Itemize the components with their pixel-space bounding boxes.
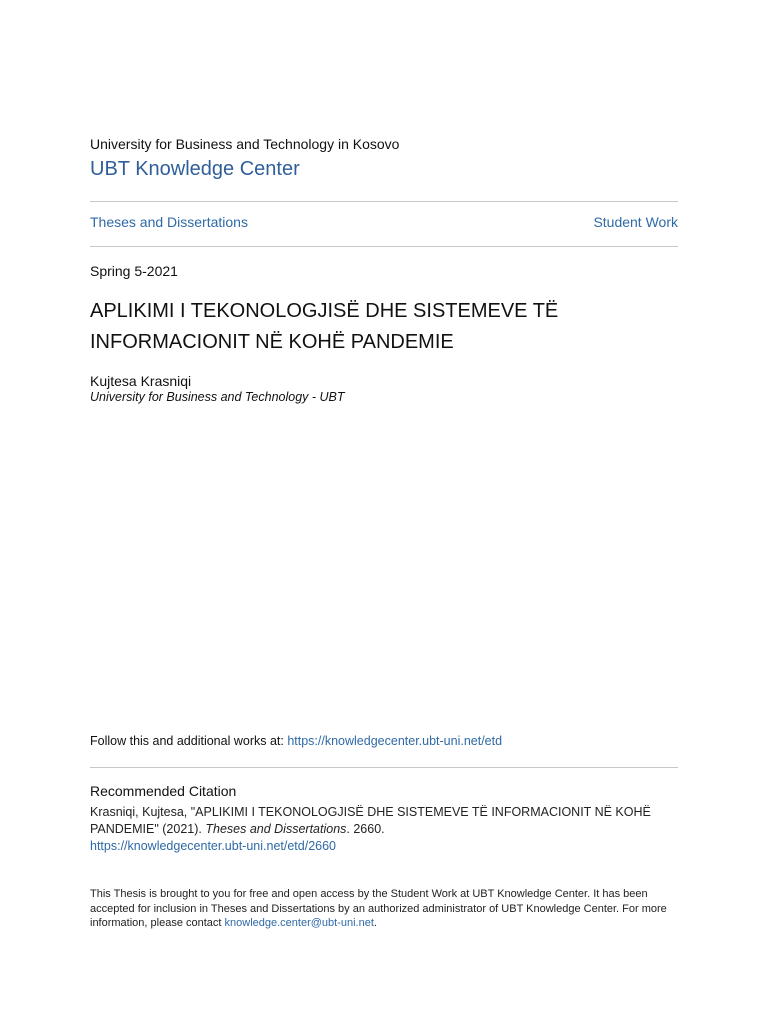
citation-series: Theses and Dissertations (205, 822, 347, 836)
collection-url-link[interactable]: https://knowledgecenter.ubt-uni.net/etd (287, 734, 503, 748)
author-affiliation: University for Business and Technology - UBT (90, 390, 345, 404)
repository-title-link[interactable]: UBT Knowledge Center (90, 158, 300, 180)
contact-email-link[interactable]: knowledge.center@ubt-uni.net (224, 917, 374, 929)
citation-url-link[interactable]: https://knowledgecenter.ubt-uni.net/etd/2660 (90, 839, 337, 853)
citation-text-2: . 2660. (346, 822, 385, 836)
work-title (90, 296, 650, 358)
citation-divider (90, 767, 678, 768)
cover-page (90, 0, 678, 1024)
institution-name: University for Business and Technology in Kosovo (90, 136, 400, 152)
follow-label: Follow this and additional works at: (90, 734, 288, 748)
work-title-line-1: APLIKIMI I TEKONOLOGJISË DHE SISTEMEVE TË (90, 300, 559, 322)
notice-text: This Thesis is brought to you for free and open access by the Student Work at UBT Knowledge Center. It has been accepted for inclusion in Theses and Dissertations by an authorized administrator of UBT Knowledge Center. For more information, please contact (90, 888, 667, 929)
notice-end: . (373, 917, 377, 929)
work-title-line-2: INFORMACIONIT NË KOHË PANDEMIE (90, 331, 454, 353)
publication-date: Spring 5-2021 (90, 263, 178, 279)
nav-divider (90, 246, 678, 247)
citation-text-1: Krasniqi, Kujtesa, "APLIKIMI I TEKONOLOGJISË DHE SISTEMEVE TË INFORMACIONIT NË KOHË PANDEMIE" (2021). (90, 805, 651, 836)
access-notice (90, 887, 678, 931)
citation-heading: Recommended Citation (90, 783, 237, 799)
follow-line (90, 734, 502, 748)
collection-link[interactable]: Theses and Dissertations (90, 214, 248, 230)
author-name: Kujtesa Krasniqi (90, 373, 192, 389)
category-link[interactable]: Student Work (593, 214, 678, 230)
citation-block (90, 804, 678, 855)
top-divider (90, 201, 678, 202)
